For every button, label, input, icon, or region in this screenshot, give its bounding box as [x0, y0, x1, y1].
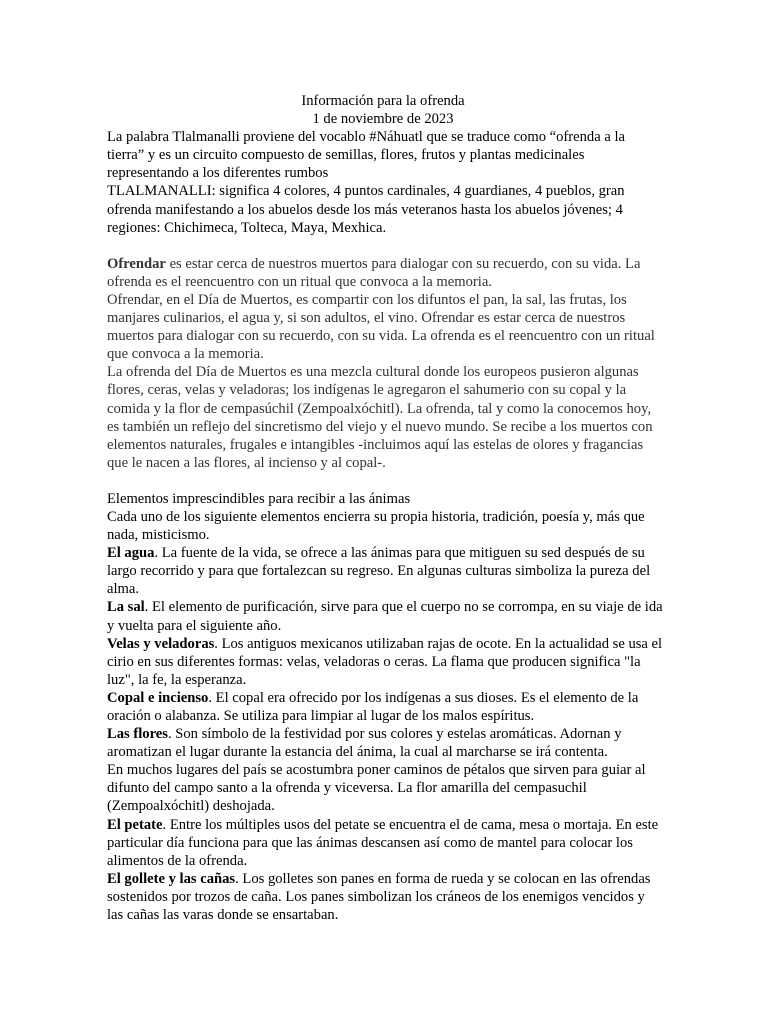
element-text: . El elemento de purificación, sirve para que el cuerpo no se corrompa, en su viaje de ida y vuelta para el siguiente año.	[107, 599, 663, 634]
document-page	[107, 92, 663, 924]
flores-extra-paragraph: En muchos lugares del país se acostumbra poner caminos de pétalos que sirven para guiar al difunto del campo santo a la ofrenda y viceversa. La flor amarilla del cempasuchil (Zempoalxóchitl) deshojada.	[107, 762, 646, 815]
element-term: Copal e incienso	[107, 689, 209, 706]
element-petate	[107, 816, 663, 870]
spacer	[107, 472, 663, 490]
ofrendar-dia-paragraph: Ofrendar, en el Día de Muertos, es compartir con los difuntos el pan, la sal, las frutas, los manjares culinarios, el agua y, si son adultos, el vino. Ofrendar es estar cerca de nuestros muertos para dialogar con su recuerdo, con su vida. La ofrenda es el reencuentro con un ritual que convoca a la memoria.	[107, 291, 655, 363]
ofrenda-mezcla-paragraph: La ofrenda del Día de Muertos es una mezcla cultural donde los europeos pusieron algunas flores, ceras, velas y veladoras; los indígenas le agregaron el sahumerio con su copal y la comida y la flor de cempasúchil (Zempoalxóchitl). La ofrenda, tal y como la conocemos hoy, es también un reflejo del sincretismo del viejo y el nuevo mundo. Se recibe a los muertos con elementos naturales, frugales e intangibles -incluimos aquí las estelas de olores y fragancias que le nacen a las flores, al incienso y al copal-.	[107, 364, 653, 471]
element-velas	[107, 635, 663, 689]
element-flores	[107, 725, 663, 761]
ofrendar-term: Ofrendar	[107, 255, 166, 272]
tlalmanalli-paragraph: TLALMANALLI: significa 4 colores, 4 puntos cardinales, 4 guardianes, 4 pueblos, gran ofrenda manifestando a los abuelos desde los más veteranos hasta los abuelos jóvenes; 4 regiones: Chichimeca, Tolteca, Maya, Mexhica.	[107, 183, 625, 236]
element-term: La sal	[107, 599, 145, 616]
element-text: . Los antiguos mexicanos utilizaban rajas de ocote. En la actualidad se usa el cirio en sus diferentes formas: velas, veladoras o ceras. La flama que producen significa "la luz", la fe, la esperanza.	[107, 635, 663, 688]
document-date: 1 de noviembre de 2023	[312, 111, 454, 128]
element-gollete	[107, 870, 663, 924]
element-copal	[107, 689, 663, 725]
ofrendar-text: es estar cerca de nuestros muertos para dialogar con su recuerdo, con su vida. La ofrenda es el reencuentro con un ritual que convoca a la memoria.	[107, 255, 641, 290]
element-term: El petate	[107, 816, 163, 833]
element-text: . El copal era ofrecido por los indígenas a sus dioses. Es el elemento de la oración o alabanza. Se utiliza para limpiar al lugar de los malos espíritus.	[107, 689, 639, 724]
element-term: Las flores	[107, 726, 168, 743]
element-term: Velas y veladoras	[107, 635, 215, 652]
element-text: . La fuente de la vida, se ofrece a las ánimas para que mitiguen su sed después de su largo recorrido y para que fortalezcan su regreso. En algunas culturas simboliza la pureza del alma.	[107, 545, 651, 598]
elementos-heading: Elementos imprescindibles para recibir a las ánimas	[107, 490, 411, 507]
intro-paragraph: La palabra Tlalmanalli proviene del vocablo #Náhuatl que se traduce como “ofrenda a la tierra” y es un circuito compuesto de semillas, flores, frutos y plantas medicinales representando a los diferentes rumbos	[107, 129, 625, 182]
element-agua	[107, 544, 663, 598]
element-term: El gollete y las cañas	[107, 870, 236, 887]
element-text: . Son símbolo de la festividad por sus colores y estelas aromáticas. Adornan y aromatizan el lugar durante la estancia del ánima, la cual al marcharse se irá contenta.	[107, 726, 622, 761]
element-text: . Los golletes son panes en forma de rueda y se colocan en las ofrendas sostenidos por trozos de caña. Los panes simbolizan los cráneos de los enemigos vencidos y las cañas las varas donde se ensartaban.	[107, 870, 651, 924]
spacer	[107, 237, 663, 255]
ofrendar-paragraph	[107, 255, 663, 291]
document-title: Información para la ofrenda	[301, 93, 465, 109]
element-sal	[107, 598, 663, 634]
elementos-intro: Cada uno de los siguiente elementos encierra su propia historia, tradición, poesía y, más que nada, misticismo.	[107, 508, 645, 544]
element-term: El agua	[107, 545, 155, 562]
element-text: . Entre los múltiples usos del petate se encuentra el de cama, mesa o mortaja. En este particular día funciona para que las ánimas descansen así como de mantel para colocar los alimentos de la ofrenda.	[107, 816, 659, 869]
